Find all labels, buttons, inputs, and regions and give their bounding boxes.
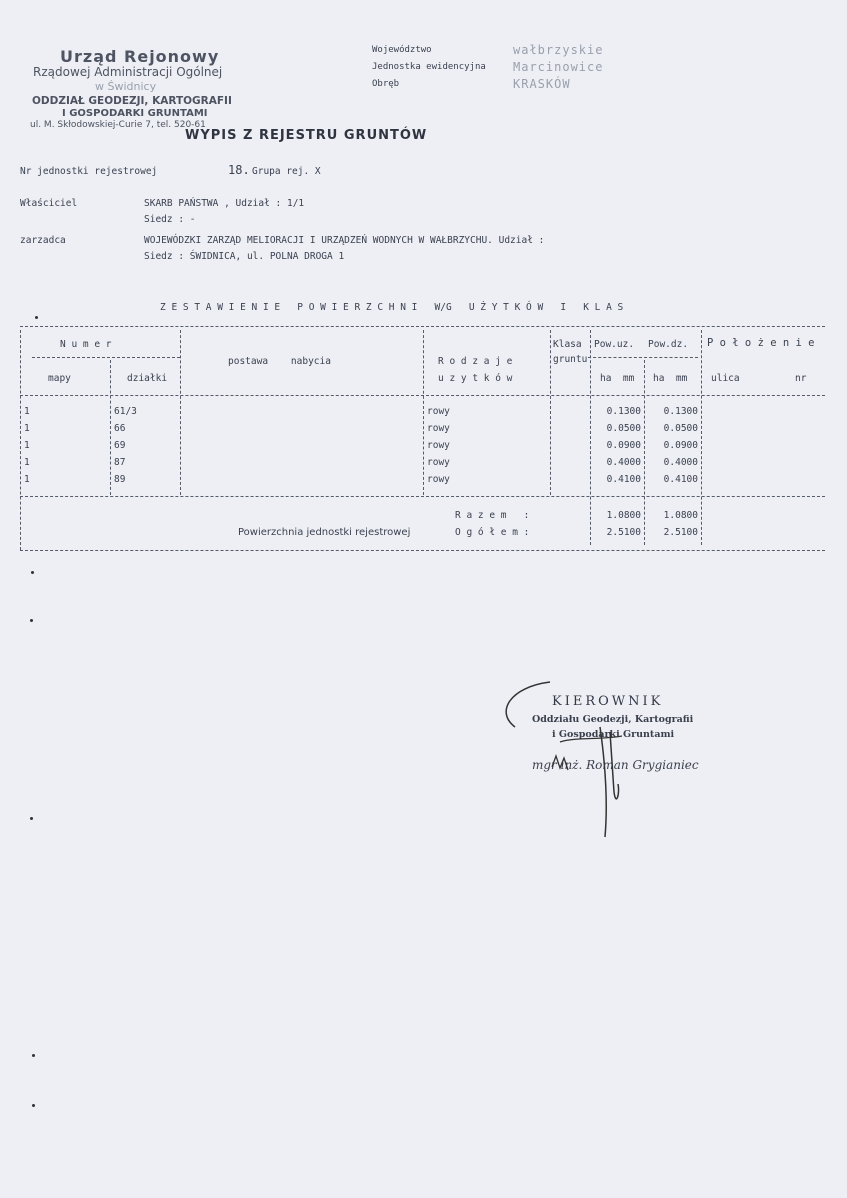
zarzadca-label: zarzadca: [20, 235, 66, 246]
razem-pow-dz: 1.0800: [663, 510, 698, 521]
margin-dot: [32, 1054, 35, 1057]
stamp-line-2: Rządowej Administracji Ogólnej: [33, 65, 223, 79]
stamp-line-1: Urząd Rejonowy: [60, 47, 220, 66]
margin-dot: [30, 619, 33, 622]
cell-mapy: 1: [24, 457, 30, 468]
signature-name: mgr inż. Roman Grygianiec: [532, 758, 699, 772]
signature-line-1: Oddziału Geodezji, Kartografii: [532, 714, 694, 725]
cell-mapy: 1: [24, 406, 30, 417]
zarzadca-line-2: Siedz : ŚWIDNICA, ul. POLNA DROGA 1: [144, 251, 345, 262]
cell-dzialki: 87: [114, 457, 126, 468]
header-ha-mm-uz: ha mm: [600, 373, 635, 384]
margin-dot: [30, 817, 33, 820]
ogolem-pow-uz: 2.5100: [606, 527, 641, 538]
value-jednostka: Marcinowice: [513, 60, 604, 74]
header-polozenie: P o ł o ż e n i e: [707, 337, 815, 349]
cell-rodzaj: rowy: [427, 440, 450, 451]
header-pow-uz: Pow.uz.: [594, 339, 635, 350]
jednostka-label: Nr jednostki rejestrowej: [20, 166, 158, 177]
wlasciciel-line-2: Siedz : -: [144, 214, 196, 225]
label-obreb: Obręb: [372, 79, 400, 89]
cell-pow-dz: 0.0500: [663, 423, 698, 434]
wlasciciel-line-1: SKARB PAŃSTWA , Udział : 1/1: [144, 198, 305, 209]
header-dzialki: działki: [127, 373, 168, 384]
cell-dzialki: 66: [114, 423, 126, 434]
document-title: WYPIS Z REJESTRU GRUNTÓW: [185, 128, 428, 143]
cell-mapy: 1: [24, 440, 30, 451]
jednostka-number: 18.: [228, 163, 250, 177]
header-gruntu: gruntu: [553, 354, 588, 365]
cell-mapy: 1: [24, 423, 30, 434]
header-pow-dz: Pow.dz.: [648, 339, 689, 350]
ogolem-pow-dz: 2.5100: [663, 527, 698, 538]
cell-pow-uz: 0.4000: [606, 457, 641, 468]
cell-dzialki: 69: [114, 440, 126, 451]
header-rodzaje: R o d z a j e: [438, 356, 513, 367]
value-wojewodztwo: wałbrzyskie: [513, 43, 604, 57]
zarzadca-line-1: WOJEWÓDZKI ZARZĄD MELIORACJI I URZĄDZEŃ WODNYCH W WAŁBRZYCHU. Udział :: [144, 235, 545, 246]
cell-pow-dz: 0.4000: [663, 457, 698, 468]
header-klasa: Klasa: [553, 339, 582, 350]
margin-dot: [32, 1104, 35, 1107]
cell-dzialki: 61/3: [114, 406, 137, 417]
razem-label: R a z e m :: [455, 510, 530, 521]
header-nr: nr: [795, 373, 807, 384]
cell-mapy: 1: [24, 474, 30, 485]
zestawienie-heading: Z E S T A W I E N I E P O W I E R Z C H N I W/G U Ż Y T K Ó W I K L A S: [160, 302, 624, 313]
header-numer: N u m e r: [60, 339, 112, 350]
cell-pow-uz: 0.0900: [606, 440, 641, 451]
powierzchnia-label: Powierzchnia jednostki rejestrowej: [238, 527, 411, 538]
stamp-line-6: ul. M. Skłodowskiej-Curie 7, tel. 520-61: [30, 120, 206, 130]
cell-rodzaj: rowy: [427, 474, 450, 485]
cell-rodzaj: rowy: [427, 423, 450, 434]
cell-pow-dz: 0.1300: [663, 406, 698, 417]
stamp-line-3: w Świdnicy: [95, 80, 157, 93]
cell-pow-dz: 0.4100: [663, 474, 698, 485]
razem-pow-uz: 1.0800: [606, 510, 641, 521]
value-obreb: KRASKÓW: [513, 77, 571, 91]
ogolem-label: O g ó ł e m :: [455, 527, 530, 538]
cell-pow-dz: 0.0900: [663, 440, 698, 451]
label-wojewodztwo: Województwo: [372, 45, 432, 55]
stamp-line-5: I GOSPODARKI GRUNTAMI: [62, 108, 208, 119]
label-jednostka-ewidencyjna: Jednostka ewidencyjna: [372, 62, 486, 72]
cell-pow-uz: 0.4100: [606, 474, 641, 485]
margin-dot: [31, 571, 34, 574]
cell-pow-uz: 0.1300: [606, 406, 641, 417]
cell-rodzaj: rowy: [427, 457, 450, 468]
margin-dot: [35, 316, 38, 319]
cell-pow-uz: 0.0500: [606, 423, 641, 434]
handwritten-signature: [490, 672, 660, 842]
header-ulica: ulica: [711, 373, 740, 384]
wlasciciel-label: Właściciel: [20, 198, 78, 209]
header-uzytkow: u z y t k ó w: [438, 373, 513, 384]
cell-dzialki: 89: [114, 474, 126, 485]
stamp-line-4: ODDZIAŁ GEODEZJI, KARTOGRAFII: [32, 95, 232, 107]
header-mapy: mapy: [48, 373, 71, 384]
signature-line-2: i Gospodarki Gruntami: [552, 729, 675, 740]
header-postawa-nabycia: postawa nabycia: [228, 356, 331, 367]
cell-rodzaj: rowy: [427, 406, 450, 417]
jednostka-grupa: Grupa rej. X: [252, 166, 321, 177]
header-ha-mm-dz: ha mm: [653, 373, 688, 384]
signature-title: KIEROWNIK: [552, 694, 664, 709]
